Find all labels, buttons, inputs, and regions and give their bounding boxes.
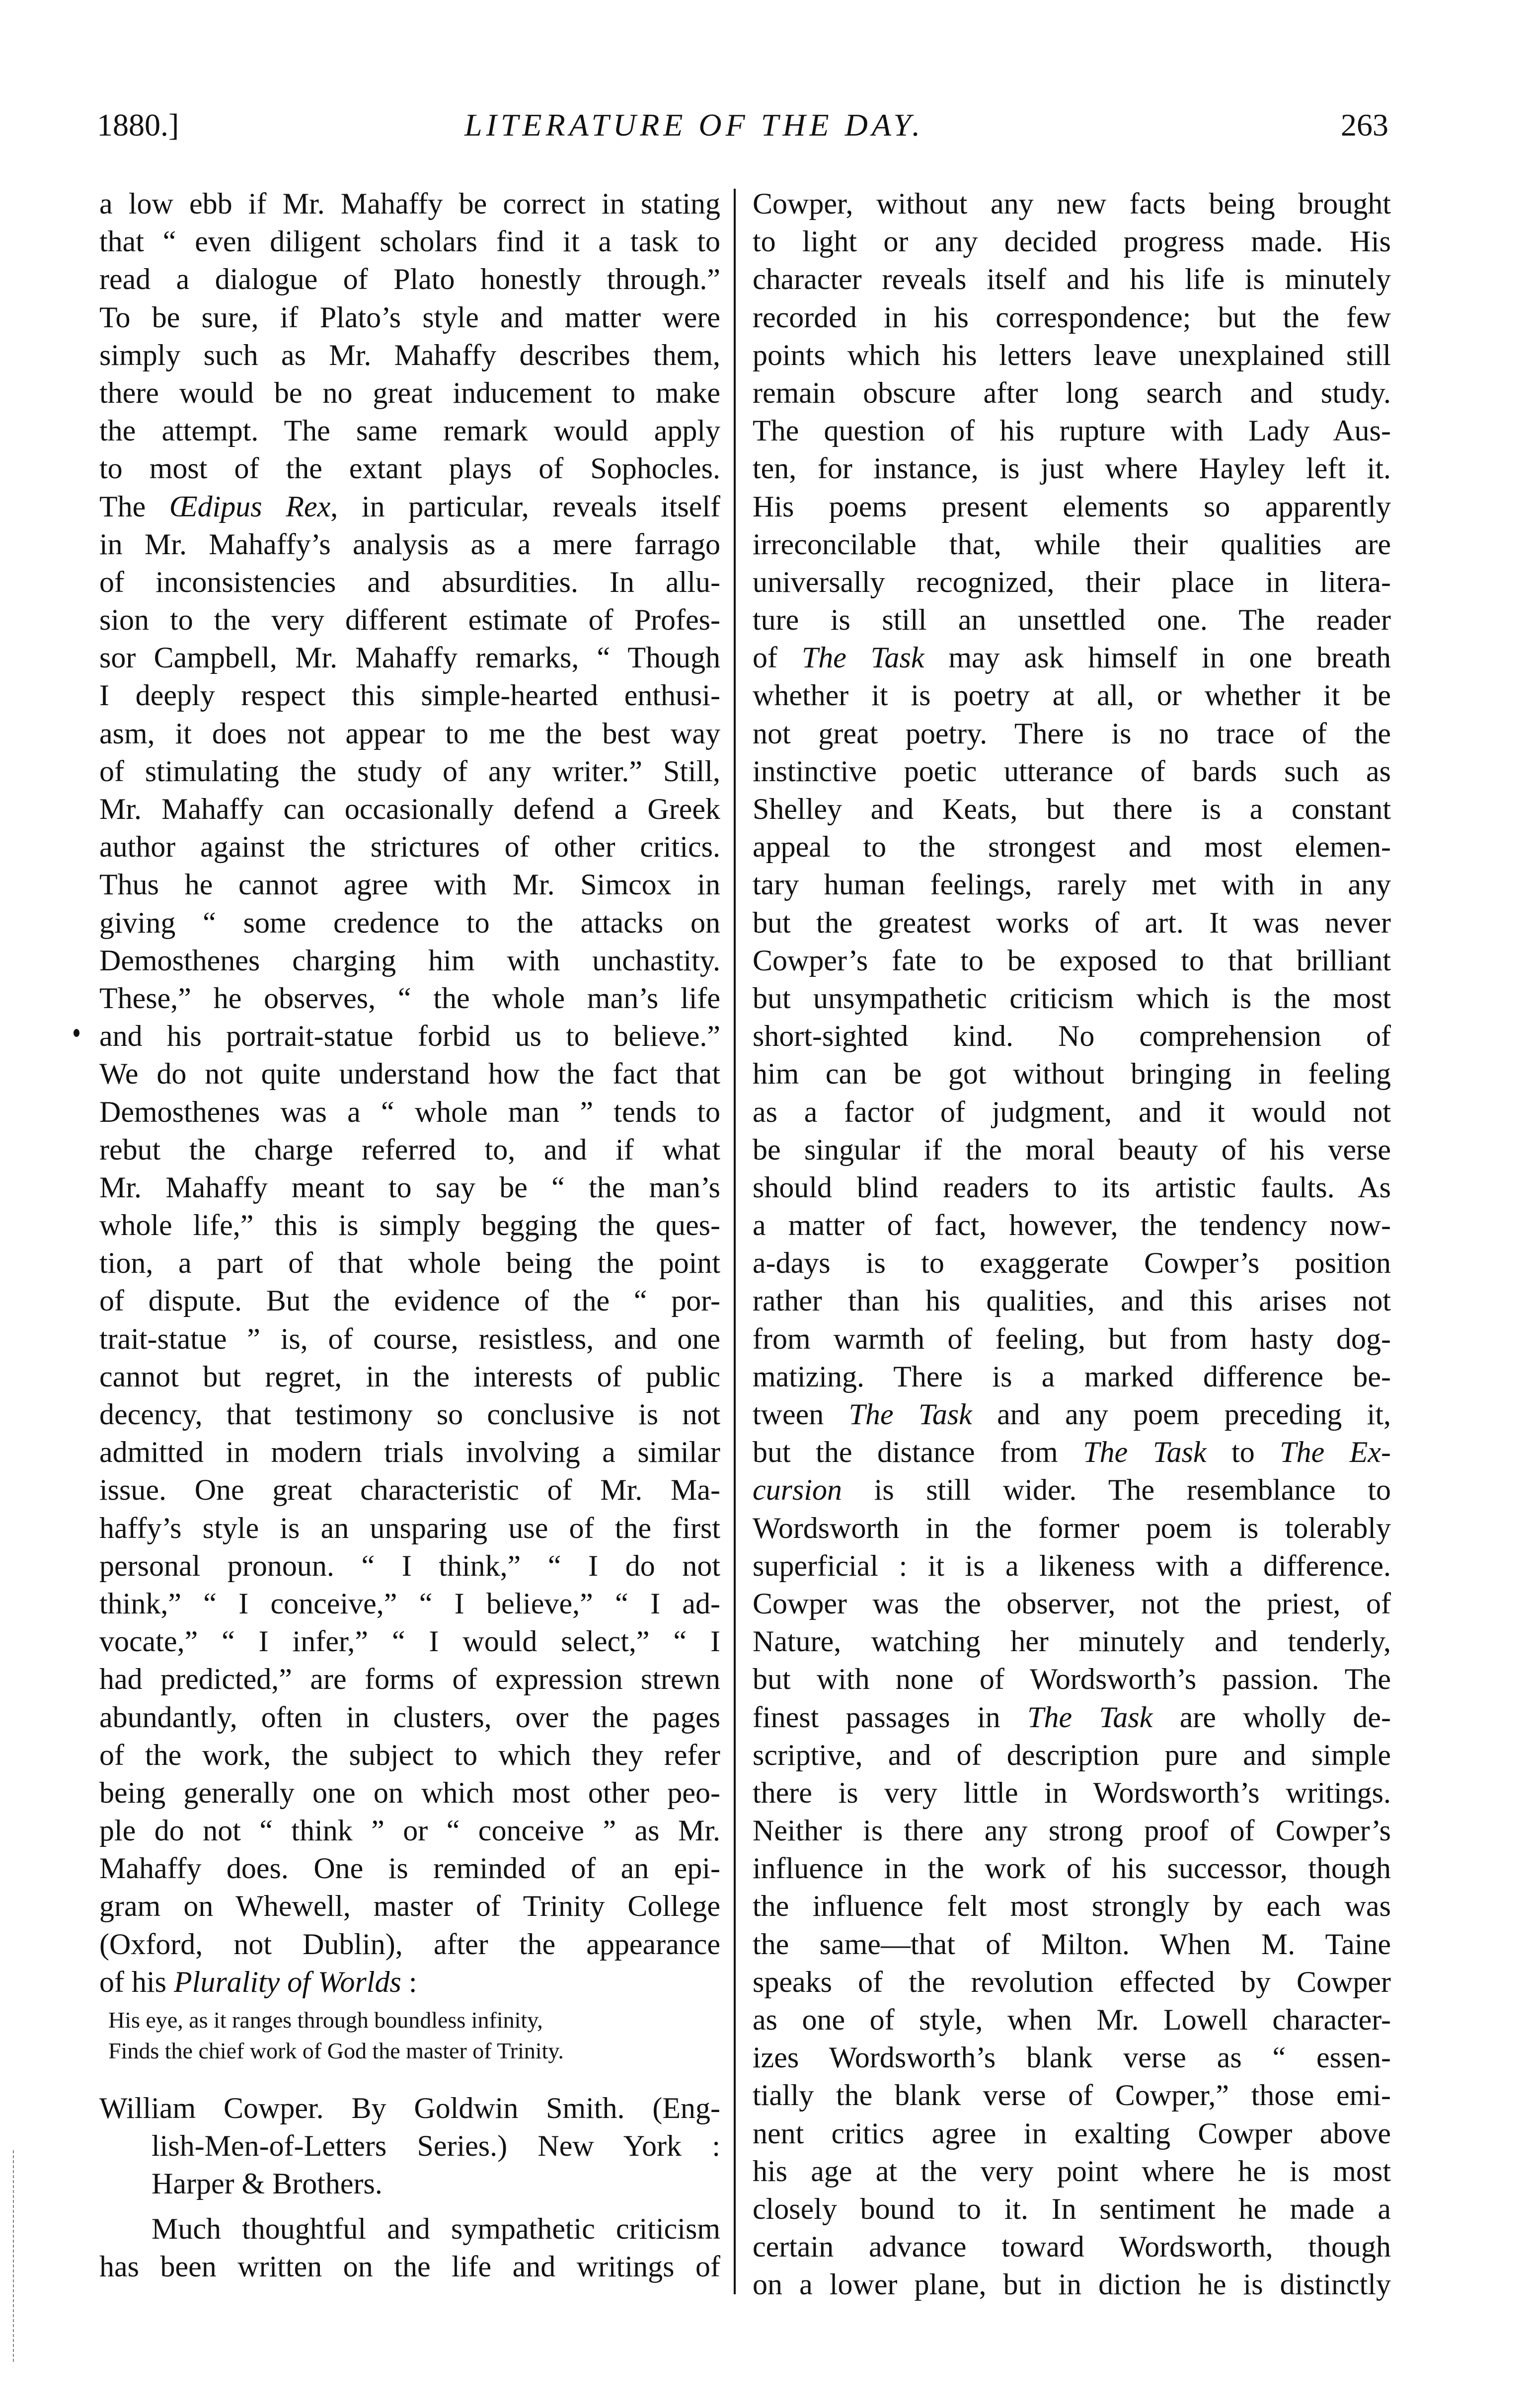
italic-title: The Task bbox=[801, 641, 924, 674]
text-line: from warmth of feeling, but from hasty dog- bbox=[753, 1322, 1391, 1355]
text-line: nent critics agree in exalting Cowper above bbox=[753, 2116, 1391, 2150]
book-heading-line: Harper & Brothers. bbox=[152, 2167, 382, 2200]
text-line: on a lower plane, but in diction he is distinctly bbox=[753, 2268, 1391, 2301]
text-line: a low ebb if Mr. Mahaffy be correct in stating bbox=[99, 187, 720, 220]
running-header bbox=[97, 107, 1393, 161]
text-line: speaks of the revolution effected by Cowper bbox=[753, 1965, 1391, 1998]
text-line: rather than his qualities, and this arises not bbox=[753, 1284, 1391, 1317]
text-line: a-days is to exaggerate Cowper’s position bbox=[753, 1246, 1391, 1280]
text-line: universally recognized, their place in litera- bbox=[753, 565, 1391, 598]
page-number: 263 bbox=[1341, 107, 1388, 143]
text-line: trait-statue ” is, of course, resistless, and one bbox=[99, 1322, 720, 1355]
text-line: Cowper’s fate to be exposed to that brilliant bbox=[753, 944, 1391, 977]
text-line: Cowper was the observer, not the priest, of bbox=[753, 1587, 1391, 1620]
text-line: him can be got without bringing in feeling bbox=[753, 1057, 1391, 1091]
book-heading-line: lish-Men-of-Letters Series.) New York : bbox=[152, 2129, 720, 2163]
text-line: points which his letters leave unexplained still bbox=[753, 338, 1391, 371]
text-line: tion, a part of that whole being the point bbox=[99, 1246, 720, 1280]
text-line: of the work, the subject to which they refer bbox=[99, 1738, 720, 1771]
text-line: be singular if the moral beauty of his verse bbox=[753, 1133, 1391, 1166]
text-line: being generally one on which most other peo- bbox=[99, 1776, 720, 1809]
text-line: asm, it does not appear to me the best way bbox=[99, 717, 720, 750]
text-line: tween The Task and any poem preceding it, bbox=[753, 1398, 1391, 1431]
text-line: of dispute. But the evidence of the “ por- bbox=[99, 1284, 720, 1317]
text-line: tially the blank verse of Cowper,” those emi- bbox=[753, 2079, 1391, 2112]
italic-title: The Ex- bbox=[1280, 1436, 1391, 1469]
text-line: recorded in his correspondence; but the few bbox=[753, 300, 1391, 334]
text-line: but the distance from The Task to The Ex- bbox=[753, 1436, 1391, 1469]
text-line: of stimulating the study of any writer.” Still, bbox=[99, 754, 720, 788]
header-date: 1880.] bbox=[97, 107, 179, 143]
running-title: LITERATURE OF THE DAY. bbox=[464, 107, 924, 143]
text-line: there would be no great inducement to make bbox=[99, 376, 720, 409]
text-line: to light or any decided progress made. His bbox=[753, 225, 1391, 258]
italic-title: Œdipus Rex bbox=[169, 490, 331, 523]
italic-title: cursion bbox=[753, 1473, 842, 1507]
left-column bbox=[99, 185, 720, 2285]
text-line: but the greatest works of art. It was never bbox=[753, 906, 1391, 939]
text-line: tary human feelings, rarely met with in any bbox=[753, 868, 1391, 901]
text-line: Mahaffy does. One is reminded of an epi- bbox=[99, 1852, 720, 1885]
text-line: Neither is there any strong proof of Cowper’s bbox=[753, 1814, 1391, 1847]
text-line: a matter of fact, however, the tendency now- bbox=[753, 1209, 1391, 1242]
text-line: the same—that of Milton. When M. Taine bbox=[753, 1927, 1391, 1961]
text-line: the attempt. The same remark would apply bbox=[99, 414, 720, 447]
text-line: to most of the extant plays of Sophocles. bbox=[99, 452, 720, 485]
book-heading-line: William Cowper. By Goldwin Smith. (Eng- bbox=[99, 2092, 720, 2124]
text-line: The question of his rupture with Lady Aus- bbox=[753, 414, 1391, 447]
text-line: cursion is still wider. The resemblance to bbox=[753, 1473, 1391, 1507]
paragraph-line: Much thoughtful and sympathetic criticism bbox=[152, 2212, 720, 2245]
text-line: instinctive poetic utterance of bards such as bbox=[753, 754, 1391, 788]
text-line: I deeply respect this simple-hearted enthusi- bbox=[99, 679, 720, 712]
text-line: sor Campbell, Mr. Mahaffy remarks, “ Though bbox=[99, 641, 720, 674]
text-line: Nature, watching her minutely and tenderly, bbox=[753, 1625, 1391, 1658]
text-line: that “ even diligent scholars find it a task to bbox=[99, 225, 720, 258]
text-line: The Œdipus Rex, in particular, reveals itself bbox=[99, 490, 721, 523]
text-line: there is very little in Wordsworth’s writings. bbox=[753, 1776, 1391, 1809]
text-line: his age at the very point where he is most bbox=[753, 2154, 1391, 2188]
poem-line: His eye, as it ranges through boundless infinity, bbox=[108, 2007, 543, 2033]
scan-artifact-line bbox=[13, 2150, 14, 2364]
text-line: abundantly, often in clusters, over the pages bbox=[99, 1700, 720, 1734]
text-line: cannot but regret, in the interests of public bbox=[99, 1360, 720, 1393]
text-line: read a dialogue of Plato honestly through.” bbox=[99, 263, 720, 296]
text-line: superficial : it is a likeness with a difference. bbox=[753, 1549, 1391, 1582]
italic-title: Plurality of Worlds bbox=[174, 1965, 401, 1998]
text-line: whether it is poetry at all, or whether it be bbox=[753, 679, 1391, 712]
epigram-poem bbox=[99, 2005, 720, 2066]
review-paragraph bbox=[99, 2210, 720, 2285]
text-line: matizing. There is a marked difference be- bbox=[753, 1360, 1391, 1393]
text-line: remain obscure after long search and study. bbox=[753, 376, 1391, 409]
text-line: ture is still an unsettled one. The reader bbox=[753, 603, 1391, 637]
text-line: short-sighted kind. No comprehension of bbox=[753, 1020, 1391, 1053]
text-line: izes Wordsworth’s blank verse as “ essen- bbox=[753, 2041, 1391, 2074]
text-line: author against the strictures of other critics. bbox=[99, 830, 720, 864]
text-line: in Mr. Mahaffy’s analysis as a mere farrago bbox=[99, 527, 720, 561]
text-line: To be sure, if Plato’s style and matter were bbox=[99, 300, 720, 334]
text-line: and his portrait-statue forbid us to believe.” bbox=[99, 1020, 720, 1053]
text-line: Demosthenes was a “ whole man ” tends to bbox=[99, 1095, 720, 1128]
text-line: as one of style, when Mr. Lowell character- bbox=[753, 2003, 1391, 2036]
poem-line: Finds the chief work of God the master of Trinity. bbox=[108, 2038, 564, 2063]
text-line: decency, that testimony so conclusive is not bbox=[99, 1398, 720, 1431]
paragraph-line: has been written on the life and writings of bbox=[99, 2250, 720, 2283]
text-line: ple do not “ think ” or “ conceive ” as Mr. bbox=[99, 1814, 720, 1847]
text-line: Wordsworth in the former poem is tolerably bbox=[753, 1511, 1391, 1544]
text-line: gram on Whewell, master of Trinity College bbox=[99, 1890, 720, 1923]
text-line: We do not quite understand how the fact that bbox=[99, 1057, 720, 1091]
column-divider bbox=[734, 189, 736, 2294]
right-body-text bbox=[753, 185, 1391, 2304]
text-line: should blind readers to its artistic faults. As bbox=[753, 1170, 1391, 1204]
text-line: certain advance toward Wordsworth, though bbox=[753, 2230, 1391, 2263]
text-line: but with none of Wordsworth’s passion. The bbox=[753, 1663, 1391, 1696]
text-line: influence in the work of his successor, though bbox=[753, 1852, 1391, 1885]
text-line: of his Plurality of Worlds : bbox=[99, 1965, 417, 1998]
text-line: character reveals itself and his life is minutely bbox=[753, 263, 1391, 296]
text-line: giving “ some credence to the attacks on bbox=[99, 906, 720, 939]
margin-mark-icon bbox=[74, 1029, 79, 1037]
text-line: issue. One great characteristic of Mr. Ma- bbox=[99, 1473, 720, 1507]
text-line: finest passages in The Task are wholly de- bbox=[753, 1700, 1391, 1734]
text-line: simply such as Mr. Mahaffy describes them, bbox=[99, 338, 720, 371]
left-body-text bbox=[99, 185, 720, 2001]
text-line: These,” he observes, “ the whole man’s life bbox=[99, 981, 720, 1015]
text-line: Mr. Mahaffy meant to say be “ the man’s bbox=[99, 1170, 720, 1204]
text-line: rebut the charge referred to, and if what bbox=[99, 1133, 720, 1166]
text-line: personal pronoun. “ I think,” “ I do not bbox=[99, 1549, 720, 1582]
italic-title: The Task bbox=[1083, 1436, 1207, 1469]
book-review-heading bbox=[99, 2089, 720, 2203]
text-line: haffy’s style is an unsparing use of the first bbox=[99, 1511, 720, 1544]
text-line: Cowper, without any new facts being brought bbox=[753, 187, 1391, 220]
text-line: His poems present elements so apparently bbox=[753, 490, 1391, 523]
text-line: closely bound to it. In sentiment he made a bbox=[753, 2192, 1391, 2225]
text-line: but unsympathetic criticism which is the most bbox=[753, 981, 1391, 1015]
text-line: vocate,” “ I infer,” “ I would select,” “ I bbox=[99, 1625, 720, 1658]
text-line: ten, for instance, is just where Hayley left it. bbox=[753, 452, 1391, 485]
text-line: the influence felt most strongly by each was bbox=[753, 1890, 1391, 1923]
text-line: not great poetry. There is no trace of the bbox=[753, 717, 1391, 750]
text-line: Mr. Mahaffy can occasionally defend a Greek bbox=[99, 793, 720, 825]
text-line: whole life,” this is simply begging the ques- bbox=[99, 1209, 720, 1242]
text-line: as a factor of judgment, and it would not bbox=[753, 1095, 1391, 1128]
italic-title: The Task bbox=[1027, 1700, 1153, 1734]
right-column bbox=[753, 185, 1391, 2304]
text-line: think,” “ I conceive,” “ I believe,” “ I ad- bbox=[99, 1587, 720, 1620]
text-line: Thus he cannot agree with Mr. Simcox in bbox=[99, 868, 720, 901]
text-line: appeal to the strongest and most elemen- bbox=[753, 830, 1391, 864]
italic-title: The Task bbox=[848, 1398, 972, 1431]
text-line: Demosthenes charging him with unchastity. bbox=[99, 944, 720, 977]
text-line: irreconcilable that, while their qualities are bbox=[753, 527, 1391, 561]
text-line: sion to the very different estimate of Profes- bbox=[99, 603, 720, 637]
text-line: scriptive, and of description pure and simple bbox=[753, 1738, 1391, 1771]
text-line: had predicted,” are forms of expression strewn bbox=[99, 1663, 720, 1696]
text-line: Shelley and Keats, but there is a constant bbox=[753, 793, 1391, 825]
text-line: admitted in modern trials involving a similar bbox=[99, 1436, 720, 1469]
text-line: of inconsistencies and absurdities. In allu- bbox=[99, 565, 720, 598]
text-line: of The Task may ask himself in one breath bbox=[753, 641, 1391, 674]
text-line: (Oxford, not Dublin), after the appearance bbox=[99, 1927, 720, 1961]
